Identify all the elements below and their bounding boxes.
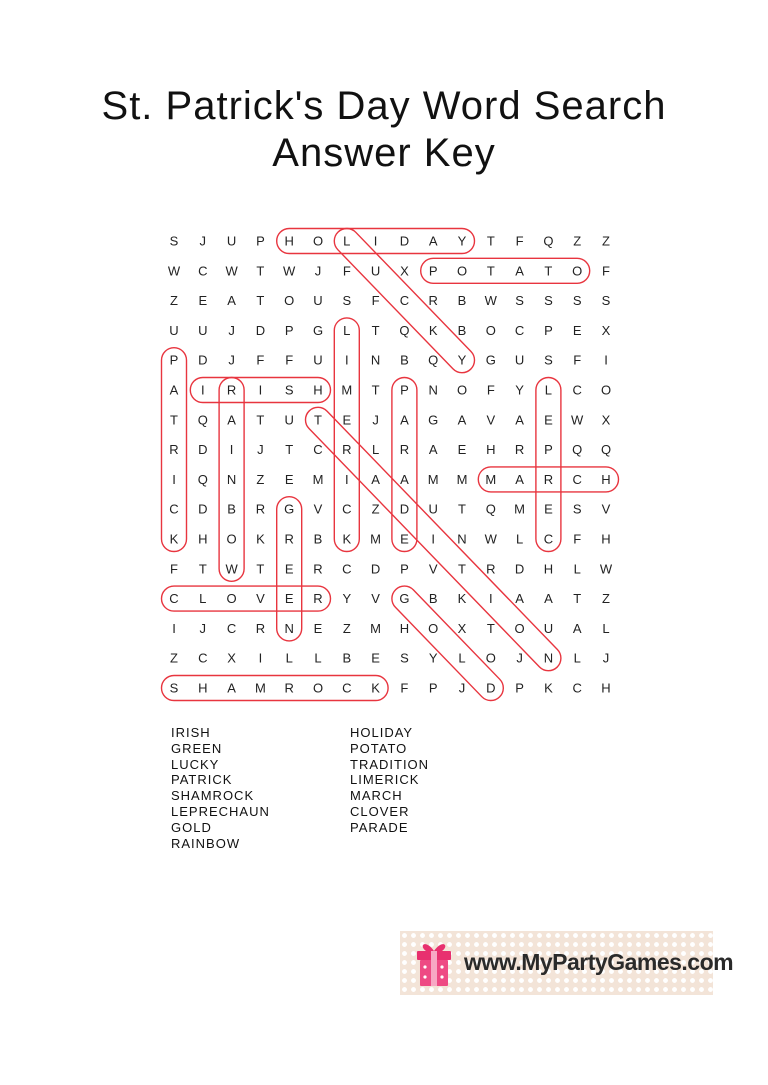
grid-letter: E (284, 561, 294, 577)
word-list-item: MARCH (350, 788, 403, 804)
grid-letter: X (400, 263, 409, 279)
grid-letter: A (371, 471, 380, 487)
grid-letter: U (313, 293, 323, 309)
grid-letter: W (283, 263, 296, 279)
grid-letter: I (172, 471, 176, 487)
grid-letter: L (285, 650, 293, 666)
grid-letter: U (514, 352, 525, 368)
grid-letter: Y (342, 591, 352, 607)
grid-letter: C (198, 650, 208, 666)
grid-letter: E (544, 501, 553, 517)
grid-letter: J (228, 322, 235, 338)
grid-letter: Q (197, 412, 208, 428)
grid-letter: J (199, 233, 207, 249)
grid-letter: F (371, 293, 380, 309)
grid-letter: A (515, 471, 524, 487)
grid-letter: I (258, 382, 263, 398)
grid-letter: C (399, 293, 410, 309)
grid-letter: R (486, 561, 496, 577)
word-list-item: POTATO (350, 740, 408, 756)
grid-letter: G (284, 501, 295, 517)
grid-letter: M (312, 471, 324, 487)
grid-letter: O (312, 233, 324, 249)
grid-letter: I (344, 471, 349, 487)
grid-letter: A (457, 412, 467, 428)
grid-letter: A (428, 442, 438, 458)
grid-letter: H (399, 620, 410, 636)
grid-letter: C (572, 471, 582, 487)
grid-letter: Q (428, 352, 439, 368)
grid-letter: O (312, 680, 324, 696)
grid-letter: E (544, 412, 553, 428)
grid-letter: X (457, 620, 467, 636)
grid-letter: R (543, 471, 554, 487)
grid-letter: Q (197, 471, 208, 487)
grid-letter: M (427, 471, 439, 487)
grid-letter: Q (543, 233, 554, 249)
grid-letter: U (226, 233, 237, 249)
site-url[interactable]: www.MyPartyGames.com (464, 949, 734, 975)
grid-letter: E (284, 591, 294, 607)
grid-letter: H (284, 233, 294, 249)
word-list-item: GOLD (171, 819, 212, 835)
grid-letter: Q (572, 442, 583, 458)
word-list-item: LUCKY (171, 756, 220, 772)
answer-loop-potato (421, 258, 590, 283)
grid-letter: X (601, 412, 611, 428)
grid-letter: R (313, 561, 323, 577)
grid-letter: F (342, 263, 351, 279)
grid-letter: S (400, 650, 409, 666)
grid-letter: N (370, 352, 381, 368)
word-list-item: LIMERICK (350, 772, 420, 788)
grid-letter: E (457, 442, 467, 458)
grid-letter: L (343, 233, 351, 249)
grid-letter: T (486, 620, 495, 636)
grid-letter: K (371, 680, 380, 696)
grid-letter: C (572, 680, 582, 696)
grid-letter: C (514, 322, 525, 338)
grid-letter: K (544, 680, 553, 696)
word-list-item: PATRICK (171, 772, 233, 788)
grid-letter: R (284, 680, 294, 696)
site-logo-banner[interactable] (400, 931, 734, 995)
grid-letter: R (428, 293, 438, 309)
grid-letter: H (313, 382, 323, 398)
grid-letter: M (370, 531, 382, 547)
grid-letter: F (573, 352, 582, 368)
grid-letter: N (457, 531, 467, 547)
grid-letter: S (284, 382, 294, 398)
grid-letter: B (428, 591, 438, 607)
grid-letter: A (169, 382, 179, 398)
grid-letter: M (514, 501, 526, 517)
grid-letter: O (572, 263, 583, 279)
grid-letter: I (488, 591, 493, 607)
grid-letter: J (372, 412, 379, 428)
grid-letter: E (198, 293, 208, 309)
grid-letter: I (200, 382, 205, 398)
grid-letter: K (256, 531, 265, 547)
grid-letter: Z (371, 501, 380, 517)
grid-letter: U (428, 501, 438, 517)
grid-letter: C (342, 680, 352, 696)
grid-letter: W (225, 561, 238, 577)
grid-letter: C (169, 591, 179, 607)
grid-letter: A (400, 412, 409, 428)
grid-letter: C (169, 501, 179, 517)
grid-letter: F (573, 531, 582, 547)
grid-letter: A (572, 620, 582, 636)
grid-letter: O (226, 591, 237, 607)
word-list-item: IRISH (171, 725, 211, 740)
word-list-item: HOLIDAY (350, 725, 414, 740)
grid-letter: B (227, 501, 236, 517)
grid-letter: M (456, 471, 468, 487)
grid-letter: J (199, 620, 207, 636)
grid-letter: S (601, 293, 611, 309)
word-list-item: GREEN (171, 740, 223, 756)
grid-letter: S (342, 293, 352, 309)
grid-letter: R (255, 620, 266, 636)
grid-letter: S (544, 293, 553, 309)
grid-letter: F (285, 352, 294, 368)
grid-letter: S (169, 233, 179, 249)
grid-letter: T (285, 442, 294, 458)
grid-letter: T (573, 591, 582, 607)
grid-letter: T (486, 233, 495, 249)
grid-letter: I (344, 352, 349, 368)
grid-letter: H (601, 531, 611, 547)
gift-box-icon (414, 937, 454, 989)
grid-letter: P (428, 263, 438, 279)
grid-letter: E (371, 650, 380, 666)
grid-letter: Z (602, 233, 610, 249)
grid-letter: F (256, 352, 265, 368)
grid-letter: M (485, 471, 497, 487)
grid-letter: V (486, 412, 496, 428)
grid-letter: H (543, 561, 554, 577)
grid-letter: B (457, 322, 467, 338)
grid-letter: T (256, 293, 265, 309)
grid-letter: C (226, 620, 237, 636)
grid-letter: U (284, 412, 294, 428)
word-list-right (350, 725, 429, 836)
grid-letter: D (198, 501, 208, 517)
grid-letter: C (198, 263, 208, 279)
grid-letter: T (170, 412, 178, 428)
grid-letter: F (170, 561, 178, 577)
grid-letter: U (543, 620, 554, 636)
grid-letter: K (428, 322, 438, 338)
grid-letter: X (601, 322, 611, 338)
grid-letter: U (313, 352, 323, 368)
grid-letter: L (314, 650, 322, 666)
grid-letter: D (399, 501, 410, 517)
grid-letter: E (284, 471, 294, 487)
grid-letter: K (457, 591, 467, 607)
grid-letter: Q (600, 442, 612, 458)
grid-letter: L (573, 561, 581, 577)
grid-letter: O (514, 620, 525, 636)
grid-letter: S (572, 501, 582, 517)
grid-letter: B (342, 650, 352, 666)
grid-letter: O (226, 531, 237, 547)
grid-letter: Q (485, 501, 496, 517)
grid-letter: P (400, 382, 409, 398)
grid-letter: Y (457, 233, 467, 249)
grid-letter: T (486, 263, 495, 279)
grid-letter: A (544, 591, 553, 607)
grid-letter: P (544, 322, 553, 338)
grid-letter: E (572, 322, 582, 338)
grid-letter: T (458, 561, 466, 577)
grid-letter: W (484, 293, 497, 309)
grid-letter: W (484, 531, 497, 547)
grid-letter: Z (256, 471, 265, 487)
grid-letter: H (198, 531, 208, 547)
grid-letter: B (457, 293, 467, 309)
grid-letter: R (226, 382, 237, 398)
page-subtitle: Answer Key (272, 131, 496, 175)
grid-letter: W (225, 263, 238, 279)
grid-letter: G (428, 412, 439, 428)
grid-letter: R (284, 531, 294, 547)
grid-letter: L (573, 650, 581, 666)
grid-letter: T (544, 263, 553, 279)
grid-letter: L (458, 650, 466, 666)
grid-letter: L (371, 442, 380, 458)
grid-letter: K (342, 531, 352, 547)
grid-letter: I (229, 442, 234, 458)
word-list-left (171, 725, 270, 851)
grid-letter: D (198, 442, 208, 458)
grid-letter: H (601, 471, 611, 487)
grid-letter: P (284, 322, 294, 338)
grid-letter: Z (573, 233, 582, 249)
grid-letter: Z (602, 591, 610, 607)
grid-letter: H (601, 680, 611, 696)
grid-letter: D (198, 352, 208, 368)
grid-letter: E (342, 412, 352, 428)
grid-letter: R (399, 442, 410, 458)
grid-letter: Y (428, 650, 438, 666)
grid-letter: C (342, 561, 352, 577)
grid-letter: R (514, 442, 525, 458)
grid-letter: R (342, 442, 352, 458)
grid-letter: B (400, 352, 409, 368)
grid-letter: T (256, 561, 265, 577)
grid-letter: T (256, 412, 265, 428)
grid-letter: W (167, 263, 181, 279)
grid-letter: A (227, 293, 236, 309)
grid-letter: E (313, 620, 323, 636)
grid-letter: F (400, 680, 409, 696)
page-title: St. Patrick's Day Word Search (101, 84, 667, 128)
grid-letter: S (544, 352, 553, 368)
grid-letter: O (456, 263, 468, 279)
grid-letter: I (373, 233, 378, 249)
grid-letter: P (169, 352, 179, 368)
grid-letter: W (599, 561, 613, 577)
grid-letter: C (313, 442, 323, 458)
grid-letter: G (312, 322, 324, 338)
grid-letter: V (601, 501, 611, 517)
grid-letter: T (198, 561, 207, 577)
grid-letter: I (431, 531, 436, 547)
grid-letter: S (515, 293, 524, 309)
grid-letter: Z (342, 620, 351, 636)
grid-letter: J (516, 650, 523, 666)
grid-letter: T (256, 263, 265, 279)
grid-letter: L (199, 591, 207, 607)
grid-letter: F (602, 263, 610, 279)
grid-letter: V (428, 561, 438, 577)
grid-letter: I (604, 352, 608, 368)
grid-letter: V (313, 501, 323, 517)
grid-letter: C (342, 501, 352, 517)
answer-loop-parade (392, 378, 417, 552)
grid-letter: A (227, 412, 236, 428)
grid-letter: L (515, 531, 524, 547)
grid-letter: Y (515, 382, 524, 398)
grid-letter: S (169, 680, 179, 696)
grid-letter: F (486, 382, 495, 398)
grid-letter: U (169, 322, 179, 338)
grid-letter: J (314, 263, 322, 279)
grid-letter: P (515, 680, 524, 696)
grid-letter: O (485, 322, 496, 338)
grid-letter: P (256, 233, 265, 249)
grid-letter: J (602, 650, 610, 666)
grid-letter: V (256, 591, 265, 607)
grid-letter: I (172, 620, 176, 636)
word-list-item: PARADE (350, 819, 409, 835)
answer-loop-shamrock (162, 676, 389, 701)
grid-letter: X (227, 650, 236, 666)
grid-letter: G (485, 352, 496, 368)
grid-letter: U (370, 263, 381, 279)
word-list-item: SHAMROCK (171, 788, 255, 804)
word-list-item: RAINBOW (171, 835, 241, 851)
grid-letter: A (428, 233, 438, 249)
grid-letter: A (227, 680, 236, 696)
grid-letter: T (371, 382, 380, 398)
grid-letter: J (458, 680, 466, 696)
grid-letter: D (255, 322, 266, 338)
grid-letter: V (371, 591, 380, 607)
grid-letter: P (400, 561, 409, 577)
grid-letter: K (169, 531, 179, 547)
grid-letter: M (370, 620, 382, 636)
grid-letter: N (543, 650, 554, 666)
grid-letter: M (254, 680, 266, 696)
grid-letter: Z (170, 293, 178, 309)
grid-letter: A (515, 263, 524, 279)
grid-letter: D (399, 233, 410, 249)
grid-letter: L (343, 322, 351, 338)
grid-letter: C (543, 531, 554, 547)
grid-letter: P (428, 680, 438, 696)
grid-letter: J (228, 352, 235, 368)
grid-letter: F (515, 233, 524, 249)
grid-letter: Q (399, 322, 410, 338)
grid-letter: R (255, 501, 266, 517)
grid-letter: S (572, 293, 582, 309)
grid-letter: N (428, 382, 438, 398)
grid-letter: A (400, 471, 409, 487)
word-list-item: CLOVER (350, 803, 410, 819)
grid-letter: D (486, 680, 496, 696)
grid-letter: H (486, 442, 496, 458)
grid-letter: C (572, 382, 582, 398)
answer-loop-clover (162, 586, 331, 611)
grid-letter: P (544, 442, 553, 458)
grid-letter: J (257, 442, 264, 458)
grid-letter: G (399, 591, 410, 607)
grid-letter: T (371, 322, 380, 338)
grid-letter: L (544, 382, 553, 398)
grid-letter: O (456, 382, 468, 398)
grid-letter: Y (457, 352, 467, 368)
grid-letter: T (314, 412, 322, 428)
grid-letter: L (602, 620, 610, 636)
grid-letter: O (428, 620, 439, 636)
grid-letter: U (198, 322, 208, 338)
grid-letter: E (400, 531, 409, 547)
grid-letter: I (258, 650, 263, 666)
grid-letter: O (600, 382, 612, 398)
grid-letter: Z (170, 650, 178, 666)
grid-letter: N (226, 471, 237, 487)
grid-letter: H (198, 680, 208, 696)
grid-letter: B (313, 531, 323, 547)
grid-letter: T (458, 501, 466, 517)
grid-letter: N (284, 620, 294, 636)
grid-letter: W (571, 412, 584, 428)
grid-letter: O (284, 293, 295, 309)
grid-letter: R (313, 591, 323, 607)
grid-letter: D (514, 561, 525, 577)
grid-letter: A (515, 591, 524, 607)
grid-letter: A (515, 412, 524, 428)
grid-letter: O (485, 650, 496, 666)
word-list-item: TRADITION (350, 756, 430, 772)
grid-letter: D (370, 561, 381, 577)
grid-letter: R (169, 442, 179, 458)
answer-loop-lucky (536, 378, 561, 552)
grid-letter: M (341, 382, 353, 398)
word-list-item: LEPRECHAUN (171, 803, 270, 819)
